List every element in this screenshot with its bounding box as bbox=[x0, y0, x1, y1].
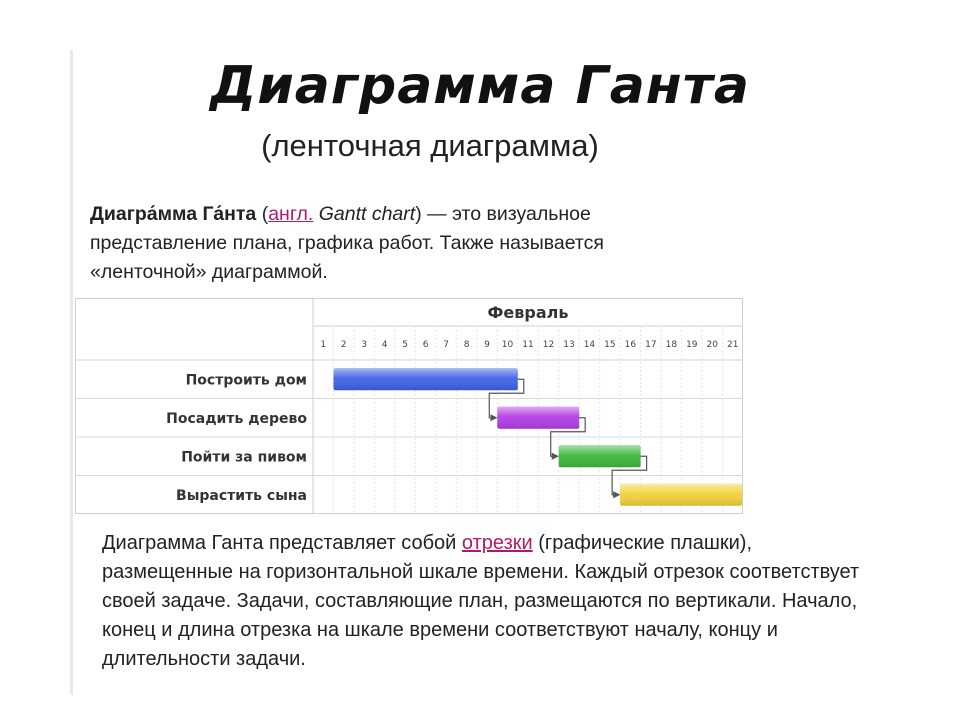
gantt-day-label: 12 bbox=[542, 340, 555, 350]
intro-line2: представление плана, графика работ. Также называется bbox=[90, 232, 604, 254]
gantt-day-label: 4 bbox=[381, 340, 388, 350]
english-link[interactable]: англ. bbox=[268, 203, 314, 225]
body-paragraph bbox=[102, 529, 862, 674]
gantt-task-bar-shine bbox=[620, 484, 742, 506]
gantt-day-label: 7 bbox=[443, 340, 449, 350]
gantt-day-label: 3 bbox=[361, 340, 368, 350]
gantt-day-label: 19 bbox=[686, 340, 698, 350]
gantt-task-bar-shine bbox=[333, 368, 517, 390]
intro-english-term: Gantt chart bbox=[318, 203, 416, 225]
gantt-day-label: 11 bbox=[522, 340, 534, 350]
gantt-day-label: 16 bbox=[624, 340, 637, 350]
page-subtitle: (ленточная диаграмма) bbox=[261, 128, 599, 163]
intro-paragraph bbox=[90, 200, 740, 287]
gantt-task-label: Пойти за пивом bbox=[181, 449, 307, 466]
page-title: Диаграмма Ганта bbox=[210, 56, 750, 116]
gantt-day-label: 10 bbox=[501, 340, 514, 350]
intro-line3: «ленточной» диаграммой. bbox=[90, 261, 328, 283]
body-part1: Диаграмма Ганта представляет собой bbox=[102, 532, 457, 554]
gantt-day-label: 14 bbox=[583, 340, 596, 350]
intro-term: Диагра́мма Га́нта bbox=[90, 203, 257, 225]
gantt-day-label: 2 bbox=[340, 340, 347, 350]
segments-link[interactable]: отрезки bbox=[461, 532, 533, 554]
gantt-day-label: 9 bbox=[484, 340, 490, 350]
gantt-frame bbox=[76, 299, 743, 514]
gantt-task-bar-shine bbox=[559, 445, 641, 467]
gantt-chart bbox=[75, 298, 743, 514]
gantt-day-label: 13 bbox=[563, 340, 575, 350]
intro-rest-line1: ) — это визуальное bbox=[415, 203, 591, 225]
body-part2: (графические плашки), размещенные на горизонтальной шкале времени. Каждый отрезок соответствует своей задаче. Задачи, составляющие план, размещаются по вертикали. Начало, конец и длина отрезка на шкале времени соответствуют началу, концу и длительности задачи. bbox=[102, 532, 860, 670]
gantt-day-label: 8 bbox=[463, 340, 470, 350]
gantt-day-label: 21 bbox=[727, 340, 739, 350]
gantt-day-label: 1 bbox=[320, 340, 327, 350]
gantt-task-label: Вырастить сына bbox=[176, 487, 307, 504]
gantt-day-label: 20 bbox=[706, 340, 719, 350]
gantt-task-label: Посадить дерево bbox=[166, 410, 307, 427]
gantt-day-label: 5 bbox=[402, 340, 409, 350]
gantt-day-label: 6 bbox=[422, 340, 429, 350]
gantt-task-label: Построить дом bbox=[185, 372, 307, 389]
gantt-task-bar-shine bbox=[497, 407, 579, 429]
intro-paren-open: ( bbox=[261, 203, 269, 225]
gantt-day-label: 17 bbox=[645, 340, 657, 350]
gantt-month-label: Февраль bbox=[487, 303, 569, 322]
gantt-day-label: 15 bbox=[604, 340, 616, 350]
gantt-day-label: 18 bbox=[665, 340, 678, 350]
